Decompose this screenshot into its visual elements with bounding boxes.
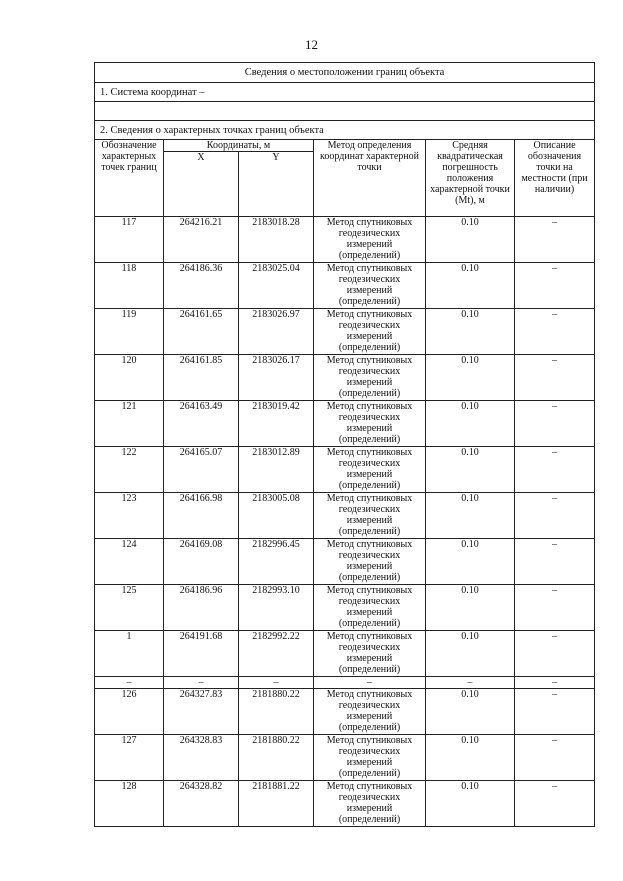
table-row (95, 217, 595, 263)
description-cell: – (515, 493, 595, 539)
table-row (95, 585, 595, 631)
coord-x-cell: 264161.65 (164, 309, 239, 355)
method-cell: Метод спутниковых геодезических измерений (определений) (314, 447, 426, 493)
coord-y-cell: 2183026.97 (239, 309, 314, 355)
table-row (95, 309, 595, 355)
point-id-cell: 1 (95, 631, 164, 677)
description-cell: – (515, 447, 595, 493)
point-id-cell: 123 (95, 493, 164, 539)
method-cell: Метод спутниковых геодезических измерений (определений) (314, 735, 426, 781)
method-cell: Метод спутниковых геодезических измерений (определений) (314, 263, 426, 309)
coord-x-cell: 264191.68 (164, 631, 239, 677)
method-cell: Метод спутниковых геодезических измерений (определений) (314, 217, 426, 263)
accuracy-cell: 0.10 (426, 447, 515, 493)
description-cell: – (515, 309, 595, 355)
point-id-cell: 118 (95, 263, 164, 309)
coordinate-system-row: 1. Система координат – (95, 83, 595, 102)
table-row (95, 689, 595, 735)
point-id-cell: 120 (95, 355, 164, 401)
coord-x-cell: 264186.36 (164, 263, 239, 309)
accuracy-cell: 0.10 (426, 585, 515, 631)
coord-x-cell: 264328.83 (164, 735, 239, 781)
accuracy-cell: 0.10 (426, 401, 515, 447)
method-cell: Метод спутниковых геодезических измерений (определений) (314, 401, 426, 447)
table-row (95, 493, 595, 539)
empty-row (95, 102, 595, 121)
coord-y-cell: 2183025.04 (239, 263, 314, 309)
method-cell: Метод спутниковых геодезических измерений (определений) (314, 585, 426, 631)
accuracy-cell: 0.10 (426, 309, 515, 355)
page-number: 12 (305, 37, 318, 52)
description-cell: – (515, 539, 595, 585)
coord-x-cell: 264163.49 (164, 401, 239, 447)
header-y: Y (239, 152, 314, 217)
point-id-cell: 127 (95, 735, 164, 781)
description-cell: – (515, 781, 595, 827)
coord-y-cell: 2181880.22 (239, 689, 314, 735)
header-x: X (164, 152, 239, 217)
accuracy-cell: 0.10 (426, 735, 515, 781)
method-cell: Метод спутниковых геодезических измерений (определений) (314, 631, 426, 677)
accuracy-cell: 0.10 (426, 263, 515, 309)
separator-row (95, 677, 595, 689)
point-id-cell: 124 (95, 539, 164, 585)
point-id-cell: 126 (95, 689, 164, 735)
point-id-cell: 128 (95, 781, 164, 827)
coord-x-cell: 264186.96 (164, 585, 239, 631)
coord-y-cell: 2182993.10 (239, 585, 314, 631)
method-cell: Метод спутниковых геодезических измерений (определений) (314, 493, 426, 539)
accuracy-cell: 0.10 (426, 539, 515, 585)
coord-x-cell: 264165.07 (164, 447, 239, 493)
description-cell: – (515, 585, 595, 631)
coord-y-cell: 2182992.22 (239, 631, 314, 677)
coord-y-cell: 2182996.45 (239, 539, 314, 585)
description-cell: – (515, 217, 595, 263)
table-row (95, 781, 595, 827)
description-cell: – (515, 631, 595, 677)
method-cell: Метод спутниковых геодезических измерений (определений) (314, 781, 426, 827)
header-coordinates: Координаты, м (164, 140, 314, 152)
accuracy-cell: 0.10 (426, 631, 515, 677)
coord-y-cell: 2183019.42 (239, 401, 314, 447)
table-row (95, 631, 595, 677)
accuracy-cell: 0.10 (426, 493, 515, 539)
description-cell: – (515, 689, 595, 735)
coord-x-cell: 264166.98 (164, 493, 239, 539)
accuracy-cell: 0.10 (426, 689, 515, 735)
point-id-cell: – (95, 677, 164, 689)
coord-x-cell: 264327.83 (164, 689, 239, 735)
coord-y-cell: 2183018.28 (239, 217, 314, 263)
coord-y-cell: 2181881.22 (239, 781, 314, 827)
accuracy-cell: 0.10 (426, 217, 515, 263)
point-id-cell: 122 (95, 447, 164, 493)
description-cell: – (515, 263, 595, 309)
coord-y-cell: 2183012.89 (239, 447, 314, 493)
coord-y-cell: 2183026.17 (239, 355, 314, 401)
coord-x-cell: 264328.82 (164, 781, 239, 827)
table-row (95, 263, 595, 309)
description-cell: – (515, 401, 595, 447)
method-cell: Метод спутниковых геодезических измерений (определений) (314, 689, 426, 735)
header-method: Метод определения координат характерной точки (314, 140, 426, 217)
accuracy-cell: 0.10 (426, 781, 515, 827)
table-row (95, 355, 595, 401)
method-cell: Метод спутниковых геодезических измерений (определений) (314, 309, 426, 355)
point-id-cell: 121 (95, 401, 164, 447)
accuracy-cell: 0.10 (426, 355, 515, 401)
boundary-points-table (94, 62, 595, 827)
coord-x-cell: 264169.08 (164, 539, 239, 585)
table-row (95, 447, 595, 493)
accuracy-cell: – (426, 677, 515, 689)
method-cell: Метод спутниковых геодезических измерений (определений) (314, 355, 426, 401)
description-cell: – (515, 355, 595, 401)
table-row (95, 401, 595, 447)
point-id-cell: 125 (95, 585, 164, 631)
coord-x-cell: 264216.21 (164, 217, 239, 263)
coord-y-cell: 2183005.08 (239, 493, 314, 539)
coord-y-cell: 2181880.22 (239, 735, 314, 781)
header-description: Описание обозначения точки на местности (при наличии) (515, 140, 595, 217)
method-cell: Метод спутниковых геодезических измерений (определений) (314, 539, 426, 585)
coord-x-cell: – (164, 677, 239, 689)
coord-y-cell: – (239, 677, 314, 689)
table-row (95, 539, 595, 585)
table-row (95, 735, 595, 781)
description-cell: – (515, 735, 595, 781)
description-cell: – (515, 677, 595, 689)
header-accuracy: Средняя квадратическая погрешность положения характерной точки (Mt), м (426, 140, 515, 217)
method-cell: – (314, 677, 426, 689)
characteristic-points-row: 2. Сведения о характерных точках границ объекта (95, 121, 595, 140)
point-id-cell: 119 (95, 309, 164, 355)
coord-x-cell: 264161.85 (164, 355, 239, 401)
point-id-cell: 117 (95, 217, 164, 263)
table-title: Сведения о местоположении границ объекта (95, 63, 595, 83)
header-point-designation: Обозначение характерных точек границ (95, 140, 164, 217)
